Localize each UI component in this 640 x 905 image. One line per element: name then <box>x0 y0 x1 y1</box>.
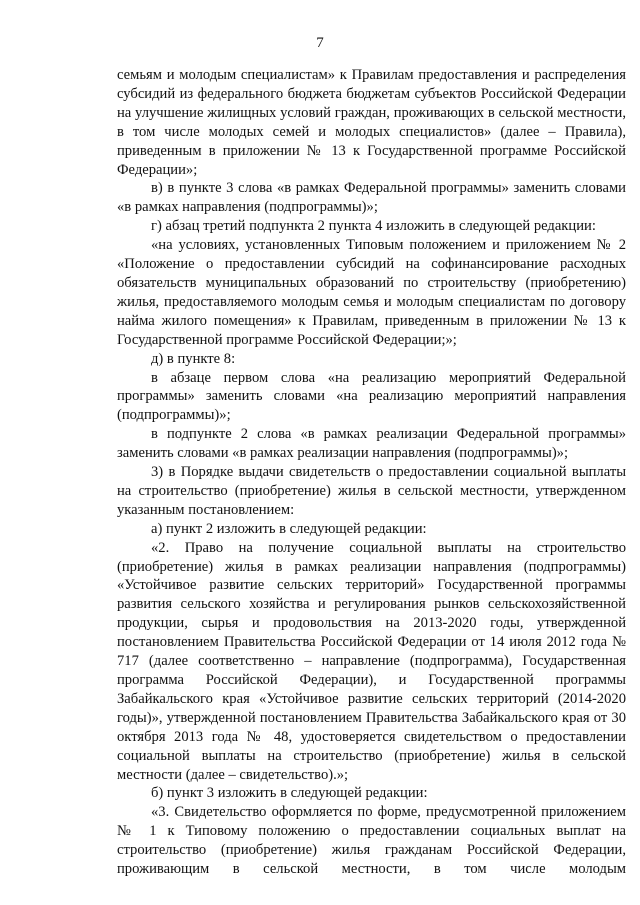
paragraph-6: в абзаце первом слова «на реализацию мероприятий Федеральной программы» заменить словами «на реализацию мероприятий направления (подпрограммы)»; <box>117 369 626 424</box>
paragraph-7: в подпункте 2 слова «в рамках реализации Федеральной программы» заменить словами «в рамках реализации направления (подпрограммы)»; <box>117 426 626 462</box>
paragraph-12: «3. Свидетельство оформляется по форме, предусмотренной приложением № 1 к Типовому положению о предоставлении социальных выплат на строительство (приобретение) жилья гражданам Российской Федерации, проживающим в сельской местности, в том числе молодым <box>117 804 626 878</box>
paragraph-4: «на условиях, установленных Типовым положением и приложением № 2 «Положение о предоставлении субсидий на софинансирование расходных обязательств муниципальных образований по строительству (приобретению) жилья, предоставляемого молодым семья и молодым специалистам по договору найма жилого помещения» к Правилам, приведенным в приложении № 13 к Государственной программе Российской Федерации;»; <box>117 237 626 348</box>
paragraph-11: б) пункт 3 изложить в следующей редакции: <box>151 785 428 802</box>
paragraph-9: а) пункт 2 изложить в следующей редакции: <box>151 520 427 537</box>
paragraph-5: д) в пункте 8: <box>151 350 236 367</box>
document-body <box>117 66 626 879</box>
paragraph-10: «2. Право на получение социальной выплаты на строительство (приобретение) жилья в рамках реализации направления (подпрограммы) «Устойчивое развитие сельских территорий» Государственной программы развития сельского хозяйства и регулирования рынков сельскохозяйственной продукции, сырья и продовольствия на 2013-2020 годы, утвержденной постановлением Правительства Российской Федерации от 14 июля 2012 года № 717 (далее соответственно – направление (подпрограмма), Государственная программа Российской Федерации), и Государственной программы Забайкальского края «Устойчивое развитие сельских территорий (2014-2020 годы)», утвержденной постановлением Правительства Забайкальского края от 30 октября 2013 года № 48, удостоверяется свидетельством о предоставлении социальной выплаты на строительство (приобретение) жилья в сельской местности (далее – свидетельство).»; <box>117 539 626 783</box>
page-number: 7 <box>316 35 324 51</box>
paragraph-3: г) абзац третий подпункта 2 пункта 4 изложить в следующей редакции: <box>151 218 596 235</box>
paragraph-2: в) в пункте 3 слова «в рамках Федеральной программы» заменить словами «в рамках направления (подпрограммы)»; <box>117 180 626 216</box>
paragraph-8: 3) в Порядке выдачи свидетельств о предоставлении социальной выплаты на строительство (приобретение) жилья в сельской местности, утвержденном указанным постановлением: <box>117 464 626 518</box>
paragraph-1: семьям и молодым специалистам» к Правилам предоставления и распределения субсидий из федерального бюджета бюджетам субъектов Российской Федерации на улучшение жилищных условий граждан, проживающих в сельской местности, в том числе молодых семей и молодых специалистов» (далее – Правила), приведенным в приложении № 13 к Государственной программе Российской Федерации»; <box>117 67 626 178</box>
